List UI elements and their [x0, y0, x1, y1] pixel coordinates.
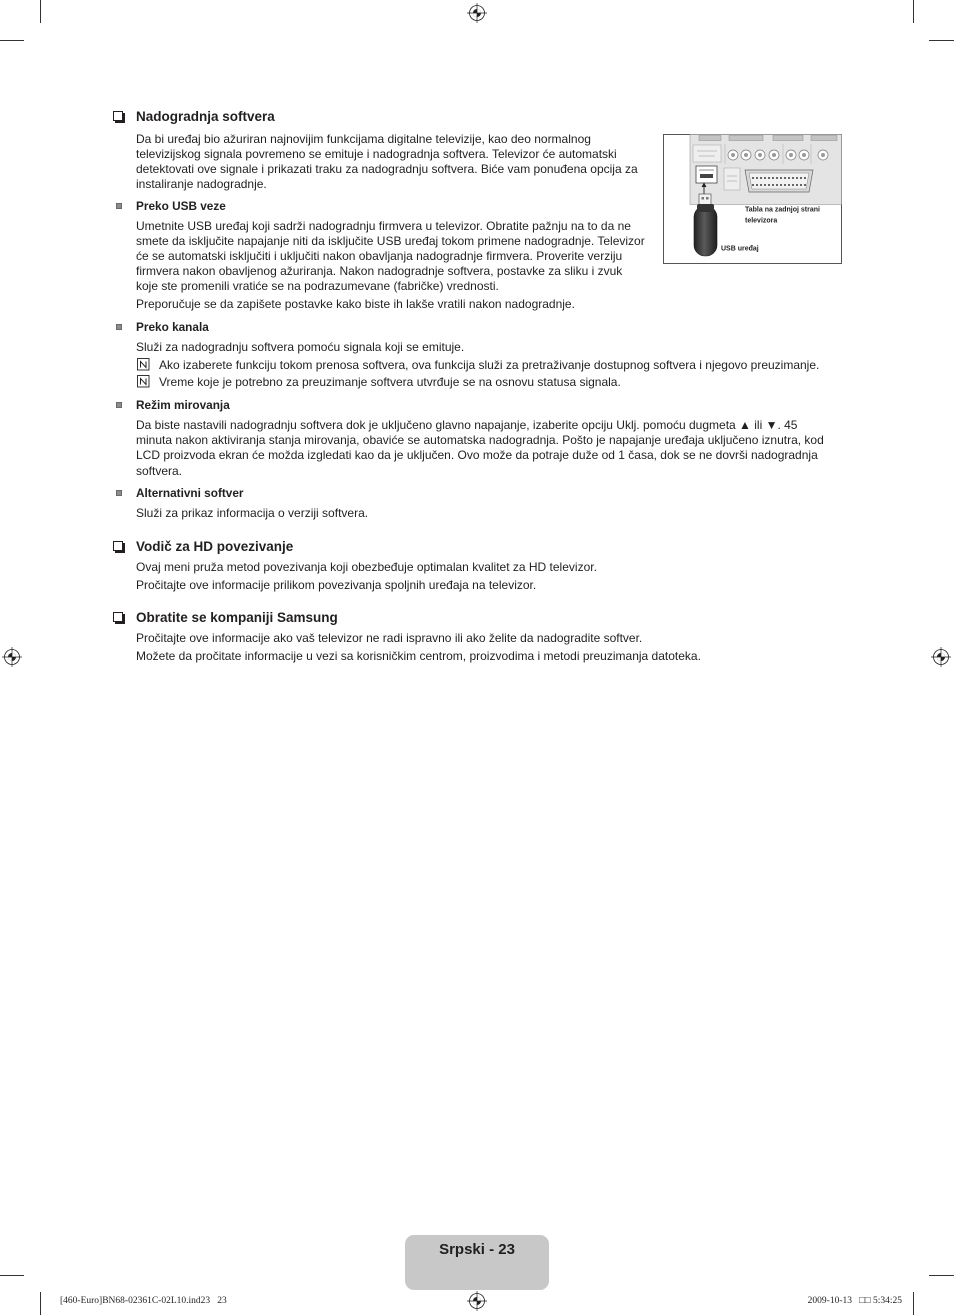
subsection-title-standby: Režim mirovanja [136, 398, 230, 412]
square-bullet-icon [116, 490, 122, 496]
intro-line: Da bi uređaj bio ažuriran najnovijim funkcijama digitalne televizije, kao deo normalnog [136, 132, 591, 146]
section-checkbox-icon [113, 541, 123, 551]
usb-tip: Preporučuje se da zapišete postavke kako biste ih lakše vratili nakon nadogradnje. [136, 297, 575, 311]
panel-label-line: Tabla na zadnjoj strani [745, 206, 820, 214]
usb-connection-figure [663, 134, 842, 264]
section-title-software-upgrade: Nadogradnja softvera [136, 109, 275, 124]
subsection-title-usb: Preko USB veze [136, 199, 226, 213]
note-text: Vreme koje je potrebno za preuzimanje softvera utvrđuje se na osnovu statusa signala. [159, 375, 621, 389]
page-number-tab [405, 1235, 549, 1290]
square-bullet-icon [116, 203, 122, 209]
standby-line: softvera. [136, 464, 183, 478]
usb-device-label: USB uređaj [721, 245, 759, 253]
registration-mark-icon [2, 647, 22, 667]
crop-mark-bottom-right-v [913, 1292, 914, 1315]
scart-connector-icon [745, 170, 813, 192]
file-info: [460-Euro]BN68-02361C-02L10.ind23 23 [60, 1296, 227, 1306]
intro-line: televizijskog signala povremeno se emituje i nadogradnja softvera. Televizor će automatski [136, 147, 617, 161]
hd-guide-line: Ovaj meni pruža metod povezivanja koji obezbeđuje optimalan kvalitet za HD televizor. [136, 560, 597, 574]
standby-line: LCD proizvoda ekran će možda izgledati kao da je uključen. Ovo može da potraje duže od 1 časa, dok se ne dovrši nadogradnja [136, 448, 818, 462]
channel-description: Služi za nadogradnju softvera pomoću signala koji se emituje. [136, 340, 465, 354]
usb-line: firmvera nakon obavljenog ažuriranja. Nakon nadogradnje softvera, postavke za sliku i zvuk [136, 264, 623, 278]
section-title-contact: Obratite se kompaniji Samsung [136, 610, 338, 625]
print-timestamp: 2009-10-13 □□ 5:34:25 [807, 1296, 902, 1306]
subsection-title-channel: Preko kanala [136, 320, 209, 334]
alternative-description: Služi za prikaz informacija o verziji softvera. [136, 506, 369, 520]
intro-line: detektovati ove signale i prikazati traku za nadogradnju softvera. Biće vam ponuđena opcija za [136, 162, 638, 176]
section-checkbox-icon [113, 111, 123, 121]
page-number: Srpski - 23 [439, 1241, 515, 1258]
usb-line: smete da isključite napajanje niti da isključite USB uređaj tokom primene nadogradnje. Televizor [136, 234, 645, 248]
registration-mark-icon [467, 3, 487, 23]
section-title-hd-guide: Vodič za HD povezivanje [136, 539, 294, 554]
note-icon [137, 358, 150, 371]
usb-port-icon [696, 166, 717, 183]
crop-mark-top-left-h [0, 40, 24, 41]
usb-line: će se automatski isključiti i uključiti nakon obavljanja nadogradnje firmvera. Proverite verziju [136, 249, 623, 263]
hd-guide-line: Pročitajte ove informacije prilikom povezivanja spoljnih uređaja na televizor. [136, 578, 537, 592]
crop-mark-top-right-v [913, 0, 914, 23]
contact-line: Možete da pročitate informacije u vezi sa korisničkim centrom, proizvodima i metodi preuzimanja datoteka. [136, 649, 701, 663]
standby-line: minuta nakon aktiviranja stanja mirovanja, obaviće se automatska nadogradnja. Pošto je napajanje uređaja uključeno iznutra, kod [136, 433, 824, 447]
registration-mark-icon [931, 647, 951, 667]
crop-mark-bottom-left-h [0, 1275, 24, 1276]
square-bullet-icon [116, 324, 122, 330]
note-icon [137, 375, 150, 388]
contact-line: Pročitajte ove informacije ako vaš televizor ne radi ispravno ili ako želite da nadogradite softver. [136, 631, 643, 645]
section-checkbox-icon [113, 612, 123, 622]
registration-mark-icon [467, 1291, 487, 1311]
crop-mark-top-left-v [40, 0, 41, 23]
crop-mark-bottom-right-h [929, 1275, 954, 1276]
subsection-title-alternative: Alternativni softver [136, 486, 244, 500]
crop-mark-bottom-left-v [40, 1292, 41, 1315]
standby-line: Da biste nastavili nadogradnju softvera dok je uključeno glavno napajanje, izaberite opciju Uklj. pomoću dugmeta ▲ ili ▼. 45 [136, 418, 798, 432]
square-bullet-icon [116, 402, 122, 408]
usb-line: koje ste promenili vratiće se na podrazumevane (fabričke) vrednosti. [136, 279, 499, 293]
panel-label-line: televizora [745, 217, 778, 225]
note-text: Ako izaberete funkciju tokom prenosa softvera, ova funkcija služi za pretraživanje dostupnog softvera i njegovo preuzimanje. [159, 358, 820, 372]
usb-line: Umetnite USB uređaj koji sadrži nadogradnju firmvera u televizor. Obratite pažnju na to da ne [136, 219, 631, 233]
intro-line: instaliranje nadogradnje. [136, 177, 267, 191]
crop-mark-top-right-h [929, 40, 954, 41]
ext-port-label [724, 168, 740, 190]
